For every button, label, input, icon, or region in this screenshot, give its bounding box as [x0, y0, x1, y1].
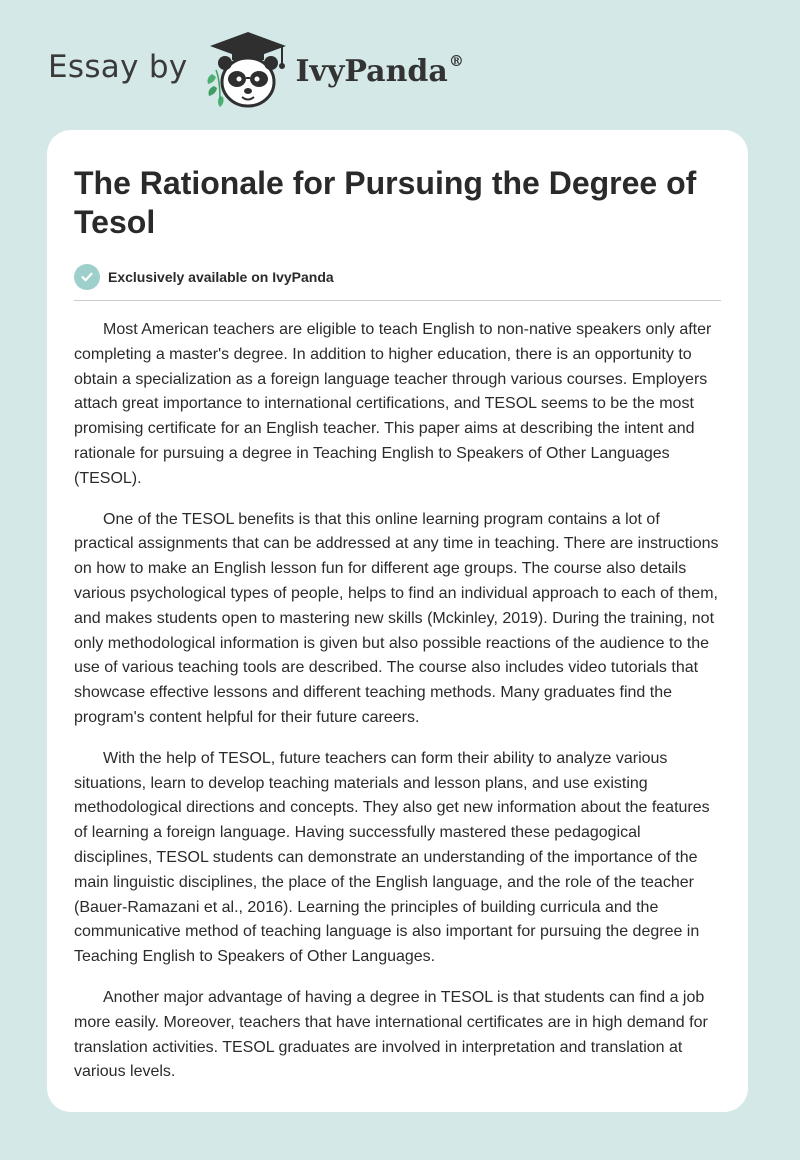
essay-body — [74, 318, 721, 1085]
brand-name-text: IvyPanda — [295, 53, 448, 89]
paragraph-2: One of the TESOL benefits is that this online learning program contains a lot of practical assignments that can be addressed at any time in teaching. There are instructions on how to make an English lesson fun for different age groups. The course also details various psychological types of people, helps to find an individual approach to each of them, and makes students open to mastering new skills (Mckinley, 2019). During the training, not only methodological information is given but also possible reactions of the audience to the use of various teaching tools are described. The course also includes video tutorials that showcase effective lessons and different teaching methods. Many graduates find the program's content helpful for their future careers. — [74, 510, 719, 726]
paragraph-4: Another major advantage of having a degree in TESOL is that students can find a job more easily. Moreover, teachers that have international certificates are in high demand for translation activities. TESOL graduates are involved in interpretation and translation at various levels. — [74, 988, 708, 1081]
panda-logo-icon[interactable] — [202, 30, 294, 110]
essay-by-label: Essay by — [48, 49, 188, 85]
site-header — [48, 30, 464, 110]
paragraph-1: Most American teachers are eligible to teach English to non-native speakers only after completing a master's degree. In addition to higher education, there is an opportunity to obtain a specialization as a foreign language teacher through various courses. Employers attach great importance to international certifications, and TESOL seems to be the most promising certificate for an English teacher. This paper aims at describing the intent and rationale for pursuing a degree in Teaching English to Speakers of Other Languages (TESOL). — [74, 321, 712, 487]
exclusive-badge — [74, 264, 721, 290]
essay-card — [47, 130, 748, 1112]
exclusive-label: Exclusively available on IvyPanda — [108, 269, 334, 285]
divider — [74, 300, 721, 301]
paragraph-3: With the help of TESOL, future teachers can form their ability to analyze various situations, learn to develop teaching materials and lesson plans, and use existing methodological directions and concepts. They also get new information about the features of learning a foreign language. Having successfully mastered these pedagogical disciplines, TESOL students can demonstrate an understanding of the importance of the main linguistic disciplines, the place of the English language, and the role of the teacher (Bauer-Ramazani et al., 2016). Learning the principles of building curricula and the communicative method of teaching language is also important for pursuing the degree in Teaching English to Speakers of Other Languages. — [74, 749, 710, 966]
registered-mark: ® — [448, 51, 464, 70]
essay-title: The Rationale for Pursuing the Degree of Tesol — [74, 165, 697, 240]
brand-name[interactable] — [295, 51, 464, 89]
check-icon — [74, 264, 100, 290]
